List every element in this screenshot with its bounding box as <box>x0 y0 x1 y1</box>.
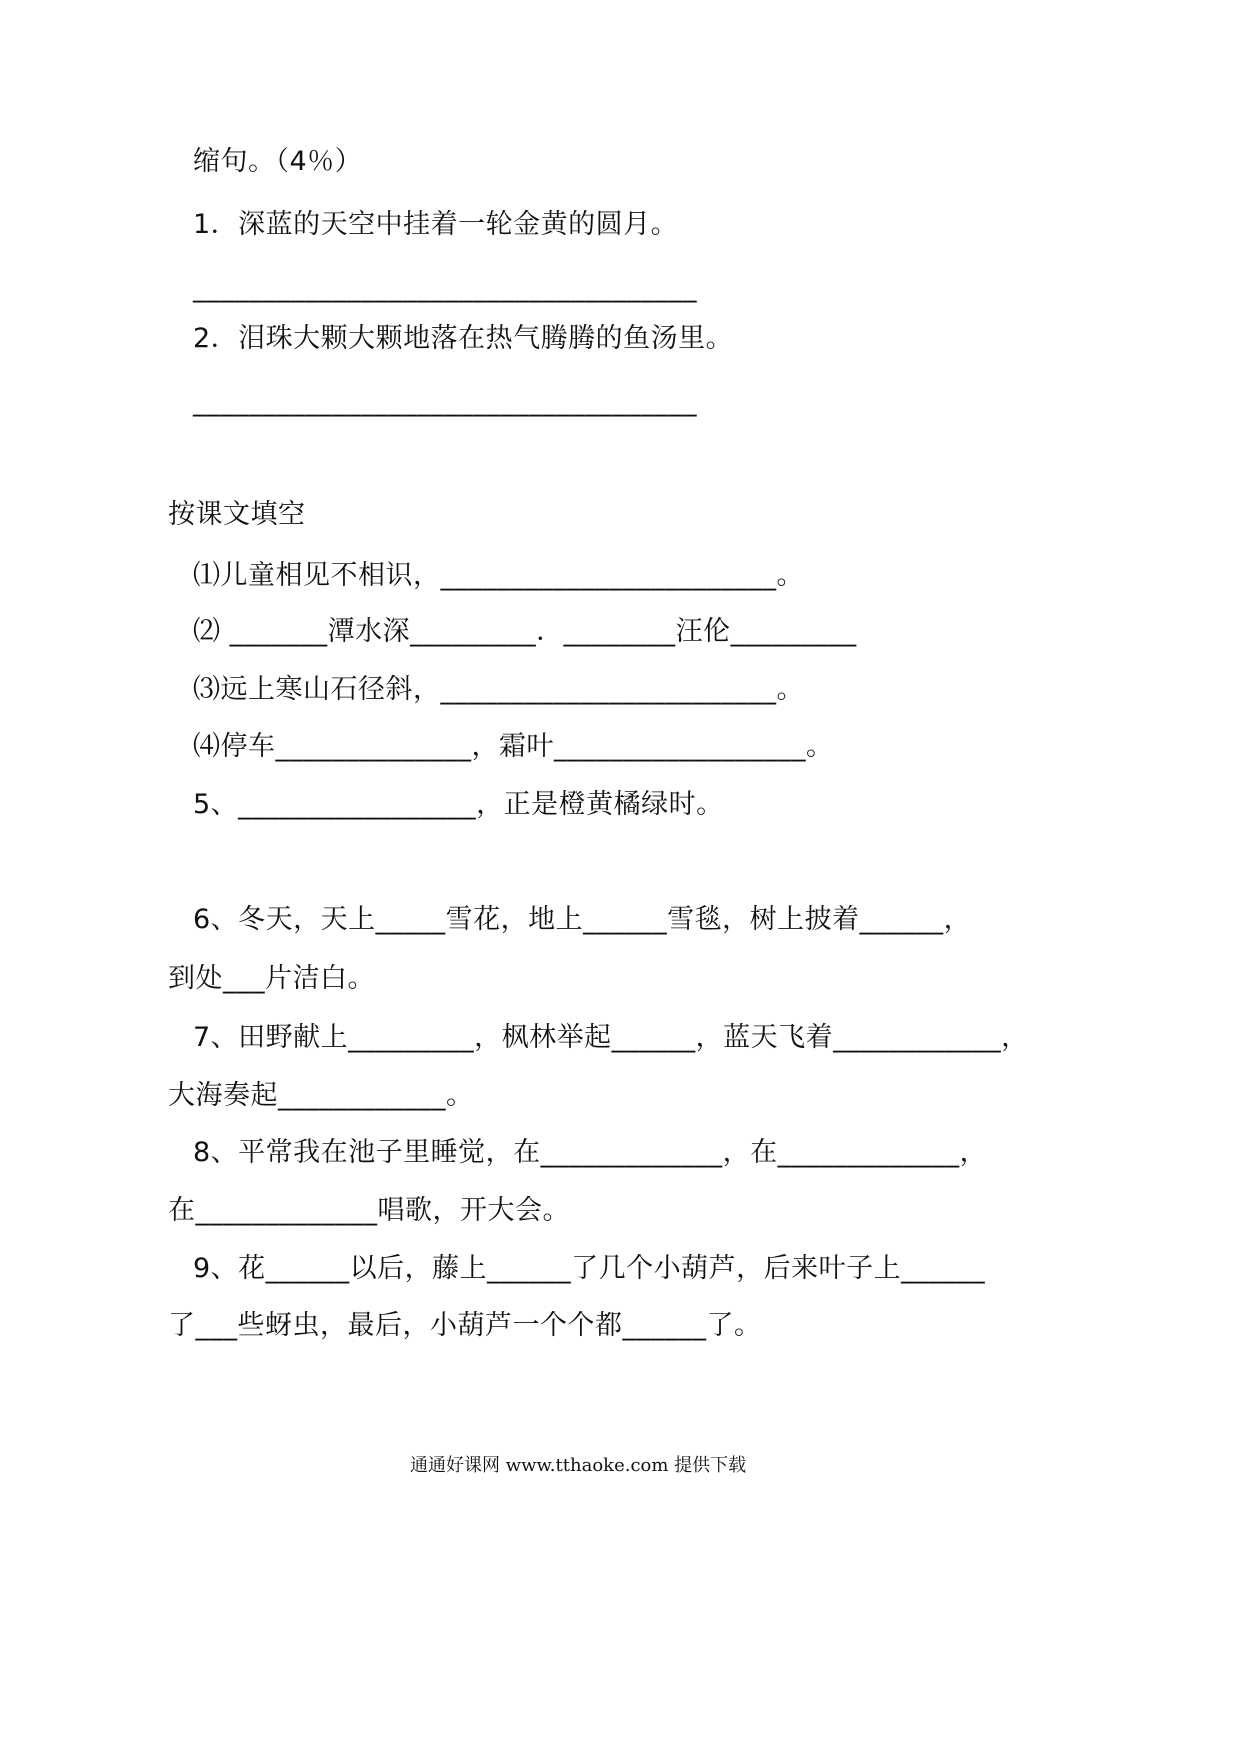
fill-item: 6、冬天，天上_____雪花，地上______雪毯，树上披着______， <box>193 904 972 935</box>
condense-answer-line-1: ____________________________________ <box>193 272 697 303</box>
fill-item: 8、平常我在池子里睡觉，在_____________，在_____________， <box>193 1137 988 1168</box>
fill-item: 大海奏起____________。 <box>168 1080 474 1111</box>
fill-item: 在_____________唱歌，开大会。 <box>168 1195 570 1226</box>
fill-section-title: 按课文填空 <box>168 499 306 530</box>
fill-item: 了___些蚜虫，最后，小葫芦一个个都______了。 <box>168 1310 762 1341</box>
condense-section-title: 缩句。（4％） <box>193 146 363 177</box>
condense-question-1: 1．深蓝的天空中挂着一轮金黄的圆月。 <box>193 209 679 240</box>
fill-item: ⑶远上寒山石径斜，________________________。 <box>193 674 804 705</box>
condense-answer-line-2: ____________________________________ <box>193 386 697 417</box>
fill-item: ⑷停车______________，霜叶__________________。 <box>193 731 834 762</box>
fill-item: 5、_________________，正是橙黄橘绿时。 <box>193 789 724 820</box>
fill-item: 到处___片洁白。 <box>168 963 375 994</box>
fill-item: ⑴儿童相见不相识，________________________。 <box>193 560 804 591</box>
page-footer: 通通好课网 www.tthaoke.com 提供下载 <box>410 1455 747 1476</box>
fill-item: 9、花______以后，藤上______了几个小葫芦，后来叶子上______ <box>193 1253 986 1284</box>
fill-item: 7、田野献上_________，枫林举起______，蓝天飞着____________， <box>193 1022 1029 1053</box>
condense-question-2: 2．泪珠大颗大颗地落在热气腾腾的鱼汤里。 <box>193 323 734 354</box>
fill-item: ⑵ _______潭水深_________．________汪伦_________ <box>193 616 857 647</box>
